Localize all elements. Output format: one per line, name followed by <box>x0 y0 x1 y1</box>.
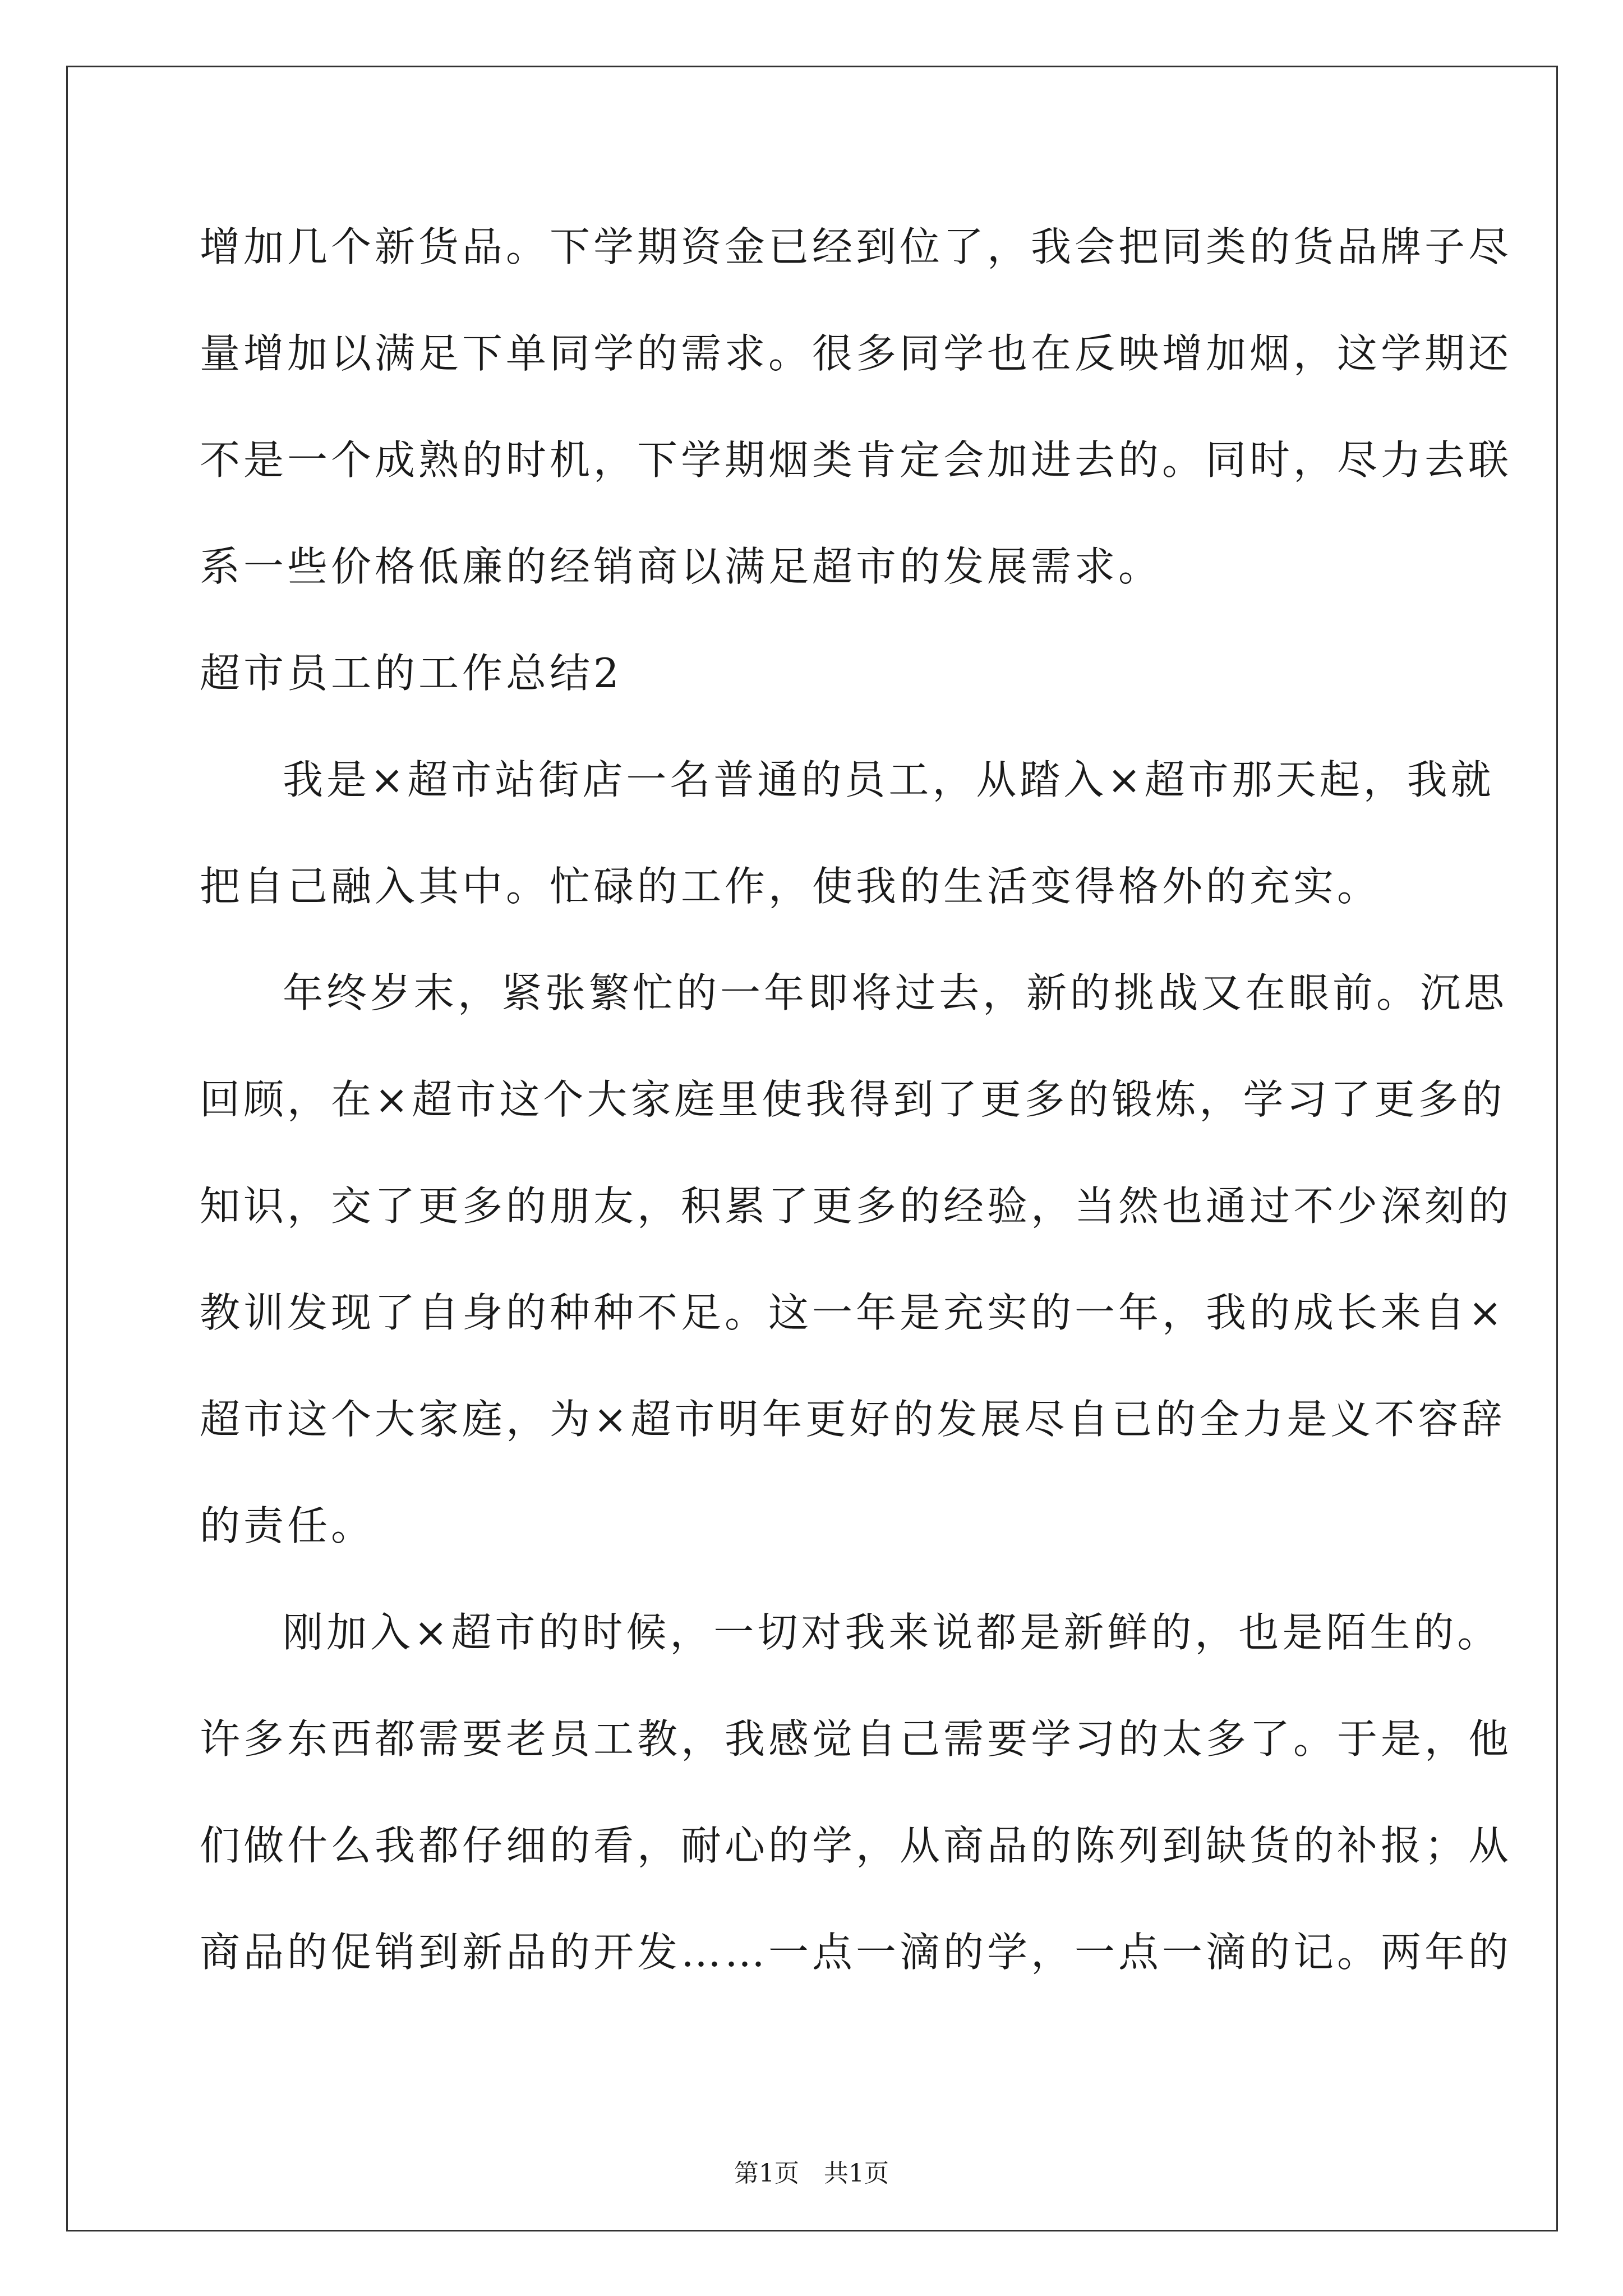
paragraph-line: 教训发现了自身的种种不足。这一年是充实的一年，我的成长来自× <box>200 1289 1506 1336</box>
paragraph-line: 知识，交了更多的朋友，积累了更多的经验，当然也通过不少深刻的 <box>200 1182 1513 1230</box>
paragraph-line: 增加几个新货品。下学期资金已经到位了，我会把同类的货品牌子尽 <box>200 223 1513 270</box>
document-body <box>200 205 1513 2017</box>
paragraph-line: 商品的促销到新品的开发……一点一滴的学，一点一滴的记。两年的 <box>200 1929 1513 1976</box>
page-footer <box>0 2157 1623 2191</box>
page-number: 第1页 <box>734 2159 799 2188</box>
paragraph-line: 刚加入×超市的时候，一切对我来说都是新鲜的，也是陌生的。 <box>283 1609 1501 1656</box>
paragraph-line: 许多东西都需要老员工教，我感觉自己需要学习的太多了。于是，他 <box>200 1715 1513 1763</box>
paragraph-line: 量增加以满足下单同学的需求。很多同学也在反映增加烟，这学期还 <box>200 330 1513 377</box>
paragraph-line: 们做什么我都仔细的看，耐心的学，从商品的陈列到缺货的补报；从 <box>200 1822 1513 1869</box>
paragraph-line: 的责任。 <box>200 1502 375 1549</box>
paragraph-line: 超市这个大家庭，为×超市明年更好的发展尽自已的全力是义不容辞 <box>200 1396 1506 1443</box>
section-heading: 超市员工的工作总结2 <box>200 650 623 697</box>
paragraph-line: 我是×超市站街店一名普通的员工，从踏入×超市那天起，我就 <box>283 756 1495 803</box>
paragraph-line: 年终岁末，紧张繁忙的一年即将过去，新的挑战又在眼前。沉思 <box>283 969 1508 1016</box>
paragraph-line: 回顾，在×超市这个大家庭里使我得到了更多的锻炼，学习了更多的 <box>200 1076 1506 1123</box>
page-total: 共1页 <box>824 2159 889 2188</box>
paragraph-line: 把自己融入其中。忙碌的工作，使我的生活变得格外的充实。 <box>200 863 1381 910</box>
paragraph-line: 不是一个成熟的时机，下学期烟类肯定会加进去的。同时，尽力去联 <box>200 436 1513 484</box>
paragraph-line: 系一些价格低廉的经销商以满足超市的发展需求。 <box>200 543 1163 590</box>
